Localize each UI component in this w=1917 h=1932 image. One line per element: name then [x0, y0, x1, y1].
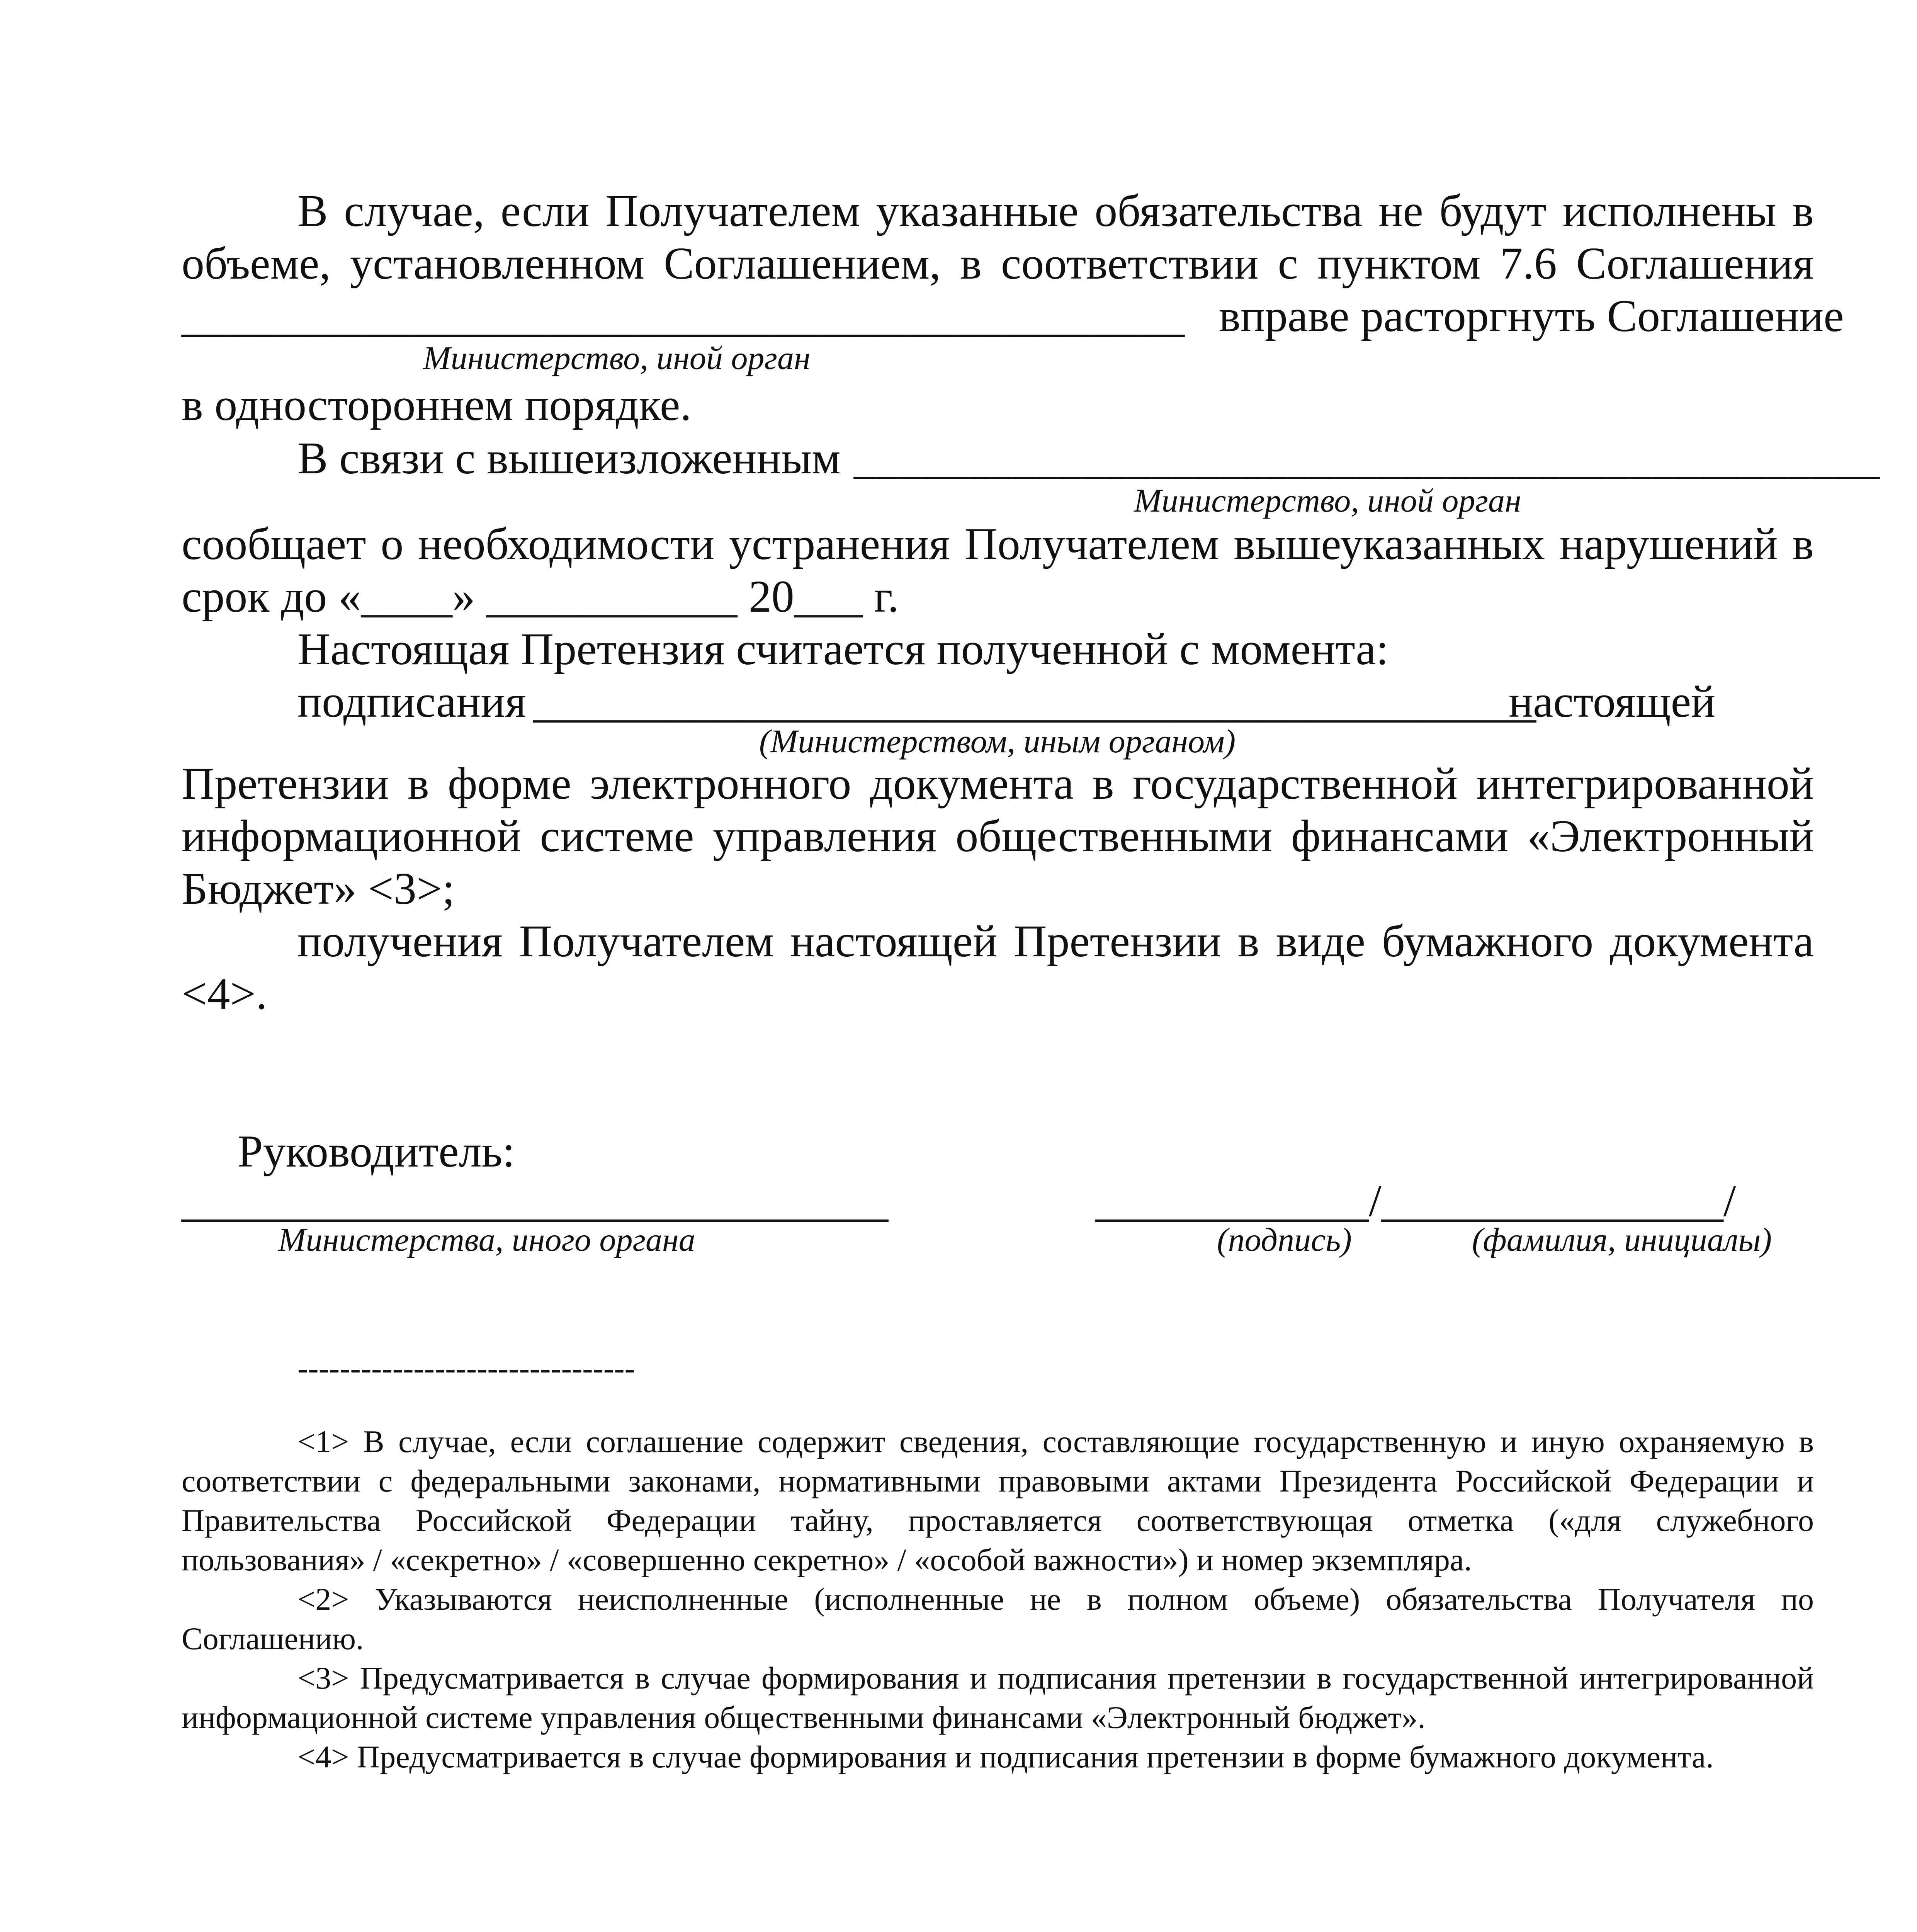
footnote-1-line3: Правительства Российской Федерации тайну, проставляется соответствующая отметка («для служебного [182, 1503, 1814, 1538]
signature-caption-org: Министерства, иного органа [278, 1221, 695, 1258]
footnote-1-line1: <1> В случае, если соглашение содержит сведения, составляющие государственную и иную охраняемую в [297, 1424, 1814, 1459]
footnote-2-line1: <2> Указываются неисполненные (исполненные не в полном объеме) обязательства Получателя по [297, 1582, 1814, 1617]
para3-line4: информационной системе управления общественными финансами «Электронный [182, 811, 1814, 861]
footnote-2-line2: Соглашению. [182, 1621, 364, 1656]
para2-deadline-line: срок до «____» ___________ 20___ г. [182, 571, 899, 622]
para2-line1-start: В связи с вышеизложенным [297, 433, 841, 483]
para1-line1: В случае, если Получателем указанные обязательства не будут исполнены в [297, 185, 1814, 236]
para1-line2: объеме, установленном Соглашением, в соответствии с пунктом 7.6 Соглашения [182, 238, 1814, 289]
para4-line1: получения Получателем настоящей Претензии в виде бумажного документа [297, 916, 1814, 966]
para3-line3: Претензии в форме электронного документа в государственной интегрированной [182, 758, 1814, 809]
para1-line4: в одностороннем порядке. [182, 379, 692, 430]
para2-blank-ministry: _____________________________________________ [854, 433, 1880, 483]
signature-caption-sign: (подпись) [1217, 1221, 1352, 1258]
footnote-separator: -------------------------------- [297, 1350, 635, 1386]
para3-caption-ministry: (Министерством, иным органом) [759, 723, 1236, 760]
signature-blank-sign-name: ____________/_______________/ [1095, 1175, 1736, 1226]
para1-caption-ministry: Министерство, иной орган [423, 339, 811, 376]
para1-blank-ministry: ____________________________________________ [182, 291, 1185, 341]
para4-line2: <4>. [182, 968, 267, 1019]
para3-blank-ministry: ____________________________________________ [533, 676, 1536, 727]
para3-line1: Настоящая Претензия считается полученной с момента: [297, 624, 1389, 674]
para3-line2-end: настоящей [1509, 676, 1716, 727]
footnote-3-line2: информационной системе управления общественными финансами «Электронный бюджет». [182, 1700, 1426, 1735]
para3-line2-start: подписания [297, 676, 526, 727]
para1-line3-rest: вправе расторгнуть Соглашение [1219, 291, 1844, 341]
footnote-1-line2: соответствии с федеральными законами, нормативными правовыми актами Президента Российской Федерации и [182, 1463, 1814, 1498]
para3-line5: Бюджет» <3>; [182, 863, 455, 914]
footnote-1-line4: пользования» / «секретно» / «совершенно секретно» / «особой важности») и номер экземпляра. [182, 1542, 1472, 1577]
footnote-3-line1: <3> Предусматривается в случае формирования и подписания претензии в государственной интегрированной [297, 1660, 1814, 1696]
signature-heading: Руководитель: [238, 1126, 515, 1177]
signature-caption-name: (фамилия, инициалы) [1472, 1221, 1772, 1258]
signature-blank-position: _______________________________ [182, 1175, 888, 1226]
footnote-4-line1: <4> Предусматривается в случае формирования и подписания претензии в форме бумажного документа. [297, 1739, 1714, 1774]
para2-line2: сообщает о необходимости устранения Получателем вышеуказанных нарушений в [182, 519, 1814, 569]
para2-caption-ministry: Министерство, иной орган [1134, 482, 1521, 519]
